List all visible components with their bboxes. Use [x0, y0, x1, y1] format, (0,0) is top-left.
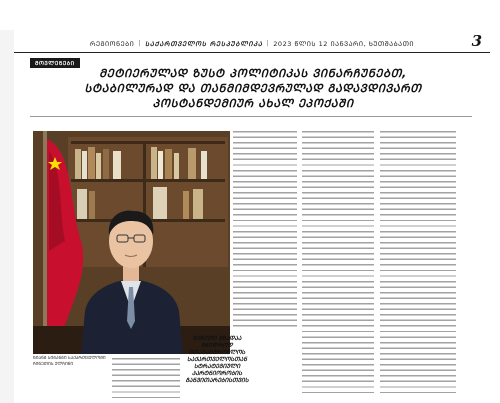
headline-line-3: ᲞᲝᲡᲢᲐᲜᲓᲔᲛᲘᲣᲠ ᲐᲮᲐᲚ ᲔᲞᲝᲥᲐᲨᲘ — [152, 97, 354, 110]
column-text-lines — [112, 358, 180, 398]
page-edge — [0, 30, 14, 403]
headline-line-2: ᲡᲢᲐᲑᲘᲚᲣᲠᲐᲓ ᲓᲐ ᲗᲐᲜᲛᲘᲛᲓᲔᲕᲠᲣᲚᲐᲓ ᲒᲐᲓᲐᲕᲓᲘᲕᲐᲠᲗ — [84, 82, 422, 95]
headline-rule — [30, 116, 472, 117]
column-text-lines — [302, 131, 374, 393]
header-separator: | — [266, 39, 270, 47]
article-headline — [18, 66, 488, 110]
article-column-4 — [380, 131, 456, 393]
column-text-lines — [233, 131, 297, 331]
newspaper-name: ᲡᲐᲥᲐᲠᲗᲕᲔᲚᲝᲡ ᲠᲔᲡᲞᲣᲑᲚᲘᲙᲐ — [144, 39, 263, 48]
photo-illustration — [33, 131, 230, 354]
photo-caption: ᲖᲘᲐᲜᲒ ᲡᲘᲒᲐᲜᲒᲘ ᲡᲐᲥᲐᲠᲗᲕᲔᲚᲝᲨᲘ ᲩᲘᲜᲔᲗᲘᲡ ᲔᲚᲩᲘᲜᲘ — [33, 356, 106, 367]
header-separator: | — [138, 39, 141, 47]
article-column-1 — [112, 358, 180, 398]
article-column-3 — [302, 131, 374, 393]
article-column-2 — [233, 131, 297, 331]
headline-line-1: ᲛᲔᲢᲘᲔᲠᲣᲚᲐᲓ ᲖᲣᲡᲢ ᲞᲝᲚᲘᲢᲘᲙᲐᲡ ᲕᲘᲜᲐᲠᲩᲣᲜᲔᲑᲗ, — [99, 67, 407, 80]
page-number: 3 — [471, 32, 482, 50]
column-text-lines — [380, 131, 456, 393]
header-rule — [14, 52, 490, 53]
rubric-label: ᲛᲝᲕᲚᲔᲜᲔᲑᲘ — [30, 58, 80, 68]
ambassador-photo — [33, 131, 230, 354]
pull-quote: ᲩᲘᲜᲔᲗᲘ ᲛᲖᲐᲓᲐᲐ ᲛᲭᲘᲓᲠᲝᲓ ᲘᲗᲐᲜᲐᲛᲨᲠᲝᲛᲚᲝᲡ ᲡᲐᲥᲐᲠᲗᲕᲔᲚᲝᲡᲗᲐᲜ ᲡᲢᲠᲐᲢᲔᲒᲘᲣᲚᲘ ᲞᲐᲠᲢᲜᲘᲝᲠᲝᲑᲘᲡ ᲒᲐᲜᲕᲘᲗᲐᲠᲔᲑᲘᲡᲗᲕᲘᲡ — [185, 336, 249, 384]
section-name: ᲠᲔᲒᲘᲝᲜᲔᲑᲘ — [89, 39, 135, 48]
page-header — [14, 36, 490, 50]
issue-date: 2023 ᲬᲚᲘᲡ 12 ᲘᲐᲜᲕᲐᲠᲘ, ᲮᲣᲗᲨᲐᲑᲐᲗᲘ — [273, 39, 415, 48]
